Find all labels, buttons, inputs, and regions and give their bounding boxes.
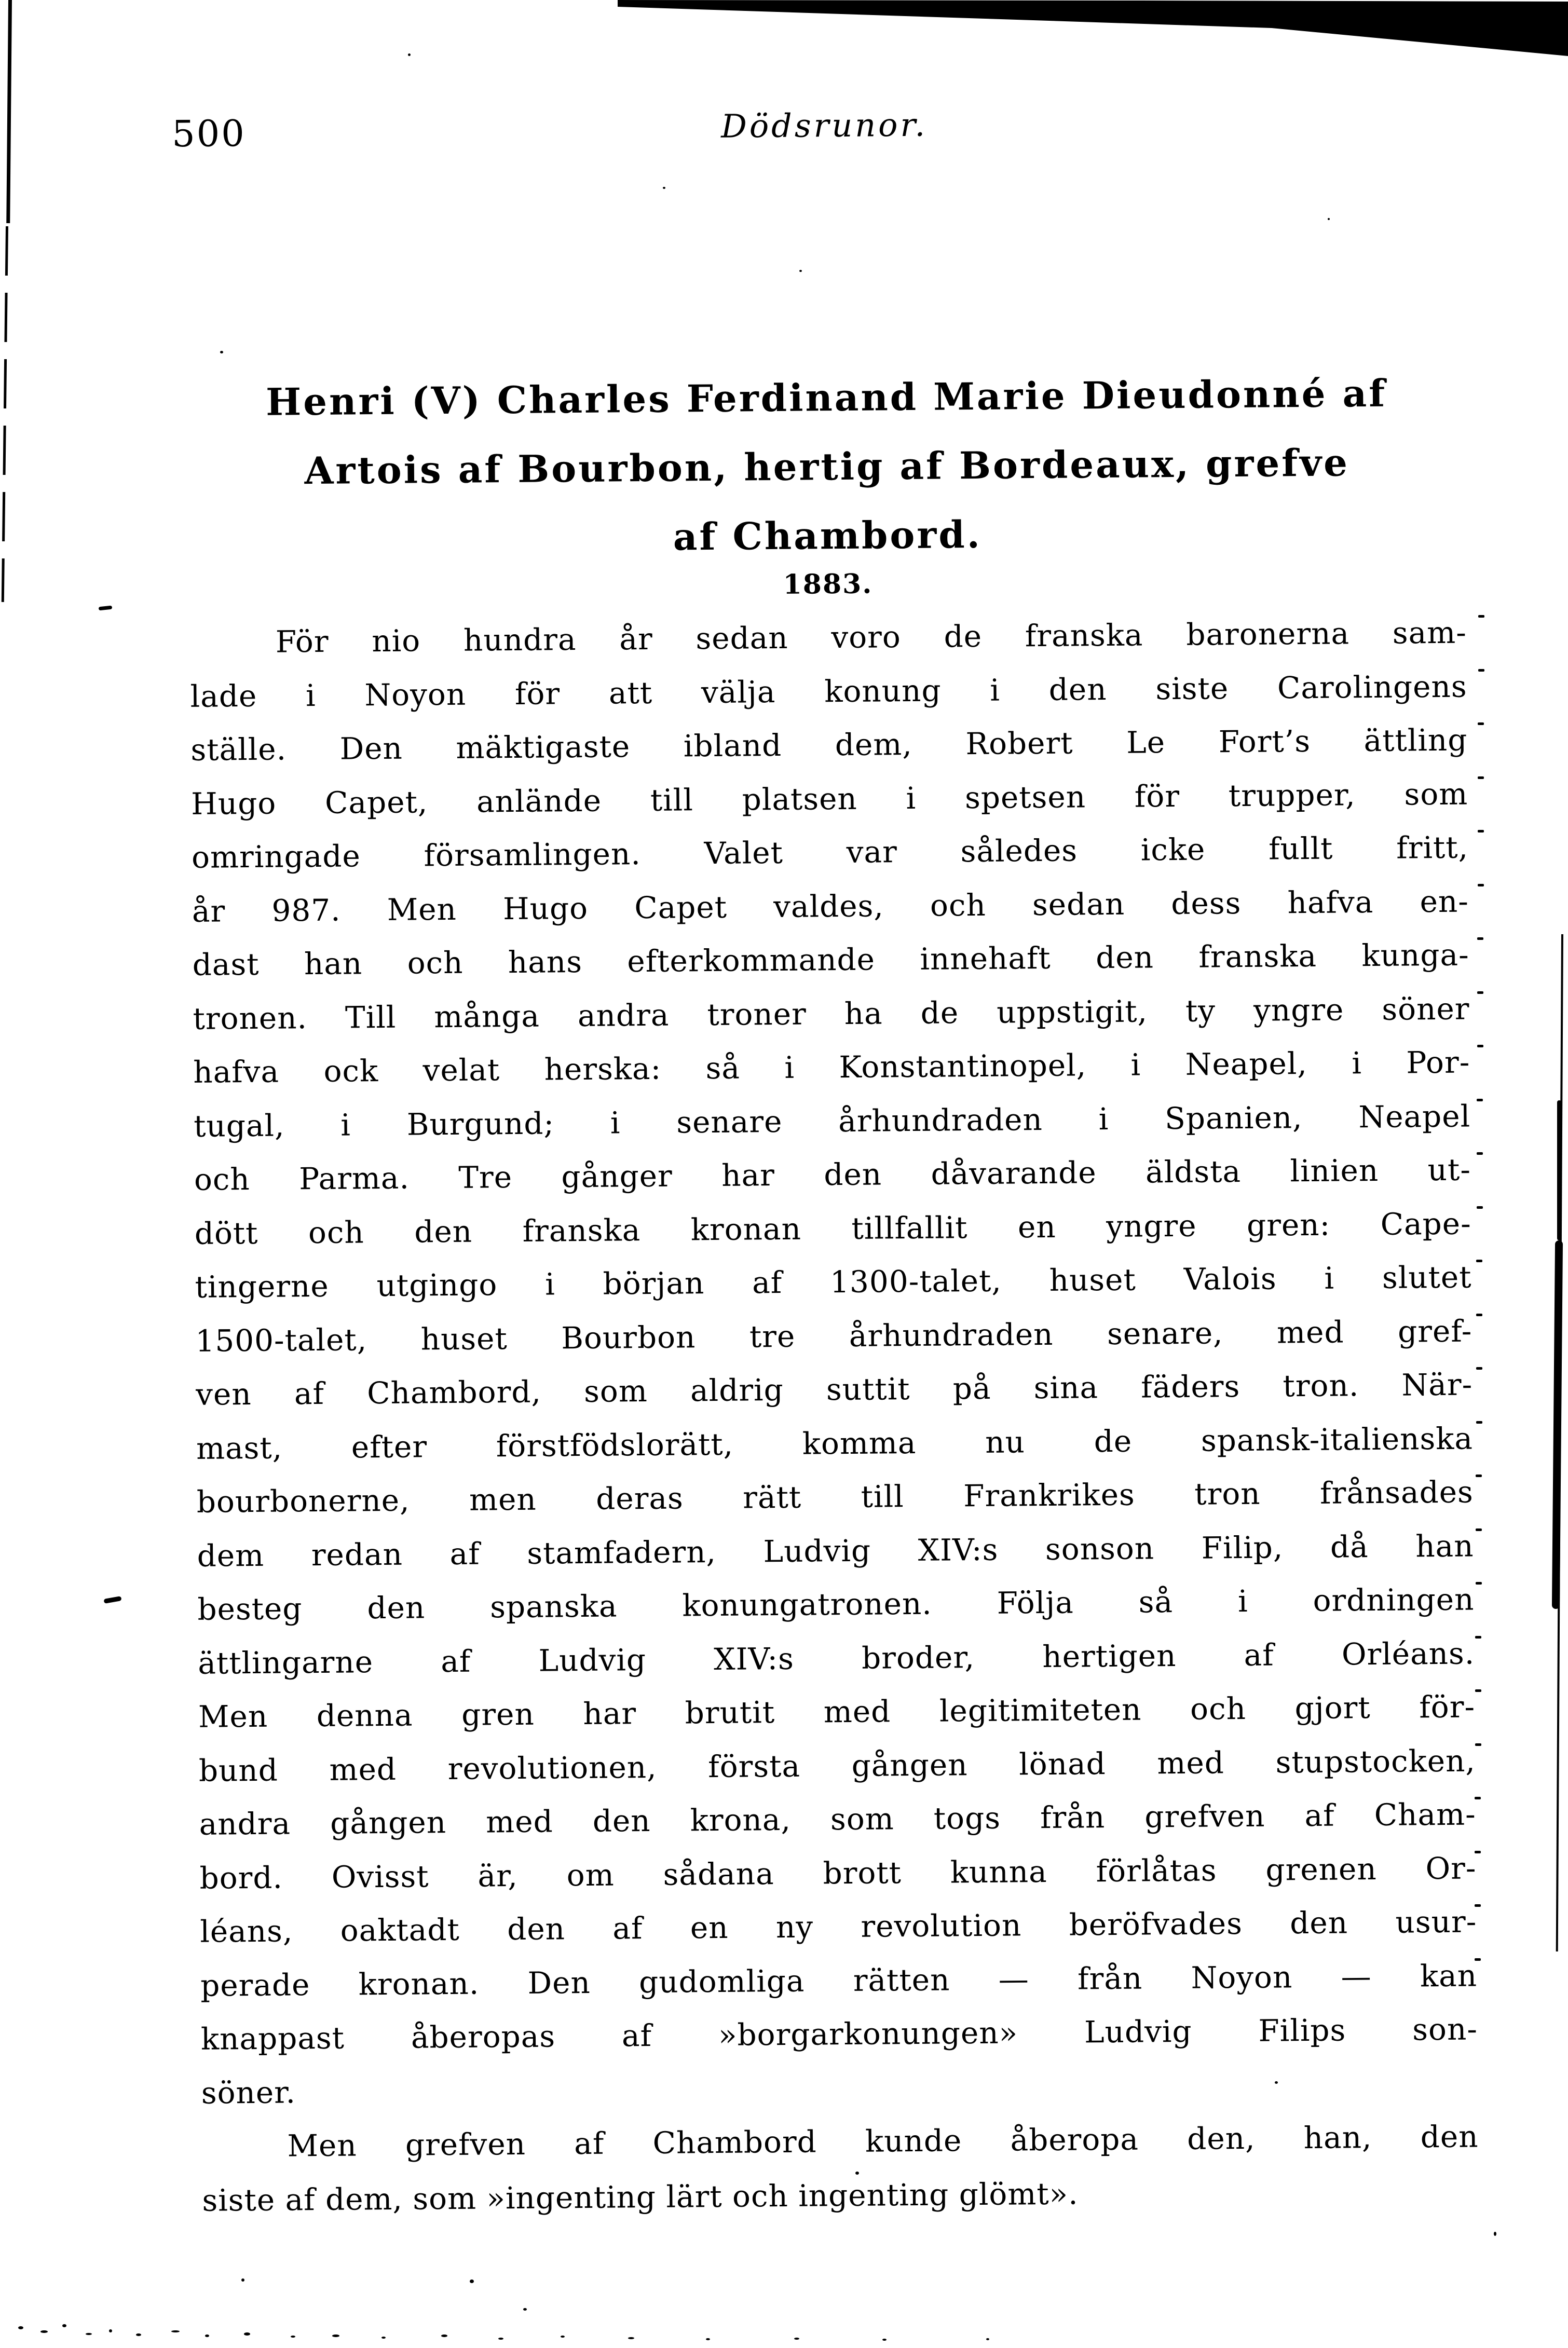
body-line: léans, oaktadt den af en ny revolution beröfvades den usur- [200, 1904, 1477, 1949]
body-line: siste af dem, som »ingenting lärt och ingenting glömt». [202, 2176, 1079, 2218]
body-line: lade i Noyon för att välja konung i den siste Carolingens [190, 668, 1467, 714]
body-line: söner. [201, 2074, 296, 2111]
body-line: Men grefven af Chambord kunde åberopa den, han, den [287, 2119, 1479, 2164]
body-line: bord. Ovisst är, om sådana brott kunna förlåtas grenen Or- [199, 1850, 1477, 1896]
body-line: andra gången med den krona, som togs från grefven af Cham- [199, 1796, 1476, 1842]
article-title-line: Henri (V) Charles Ferdinand Marie Dieudonné af [265, 371, 1387, 424]
body-line: dast han och hans efterkommande innehaft den franska kunga- [192, 937, 1469, 982]
body-line: och Parma. Tre gånger har den dåvarande äldsta linien ut- [194, 1152, 1471, 1197]
body-line: bund med revolutionen, första gången lönad med stupstocken, [198, 1742, 1476, 1789]
body-line: omringade församlingen. Valet var således icke fullt fritt, [191, 829, 1469, 875]
body-line: För nio hundra år sedan voro de franska baronerna sam- [275, 615, 1467, 660]
article-year: 1883. [783, 568, 873, 600]
body-line: tronen. Till många andra troner ha de uppstigit, ty yngre söner [193, 991, 1470, 1036]
body-line: ättlingarne af Ludvig XIV:s broder, hertigen af Orléans. [198, 1635, 1475, 1681]
body-line: knappast åberopas af »borgarkonungen» Ludvig Filips son- [200, 2011, 1478, 2057]
body-line: Hugo Capet, anlände till platsen i spetsen för trupper, som [191, 776, 1468, 822]
body-line: hafva ock velat herska: så i Konstantinopel, i Neapel, i Por- [193, 1044, 1470, 1090]
body-line: dem redan af stamfadern, Ludvig XIV:s sonson Filip, då han [197, 1527, 1474, 1574]
running-header: Dödsrunor. [720, 105, 928, 145]
body-line: Men denna gren har brutit med legitimiteten och gjort för- [198, 1689, 1476, 1735]
body-line: tingerne utgingo i början af 1300-talet, huset Valois i slutet [195, 1259, 1472, 1305]
body-line: dött och den franska kronan tillfallit en yngre gren: Cape- [194, 1206, 1471, 1251]
body-line: år 987. Men Hugo Capet valdes, och sedan dess hafva en- [192, 883, 1469, 929]
article-title-line: af Chambord. [673, 512, 983, 559]
body-line: ven af Chambord, som aldrig suttit på sina fäders tron. När- [195, 1367, 1473, 1412]
body-line: bourbonerne, men deras rätt till Frankrikes tron frånsades [196, 1474, 1474, 1520]
body-text [189, 606, 1479, 2228]
article-title-line: Artois af Bourbon, hertig af Bordeaux, grefve [304, 440, 1350, 493]
body-line: perade kronan. Den gudomliga rätten — från Noyon — kan [200, 1957, 1478, 2003]
body-line: tugal, i Burgund; i senare århundraden i Spanien, Neapel [193, 1098, 1471, 1144]
body-line: besteg den spanska konungatronen. Följa så i ordningen [197, 1581, 1475, 1627]
body-line: ställe. Den mäktigaste ibland dem, Robert Le Fort’s ättling [190, 722, 1468, 768]
body-line: 1500-talet, huset Bourbon tre århundraden senare, med gref- [195, 1313, 1472, 1359]
body-line: mast, efter förstfödslorätt, komma nu de spansk-italienska [196, 1421, 1474, 1466]
page-number: 500 [171, 112, 247, 156]
article-title [188, 358, 1466, 575]
